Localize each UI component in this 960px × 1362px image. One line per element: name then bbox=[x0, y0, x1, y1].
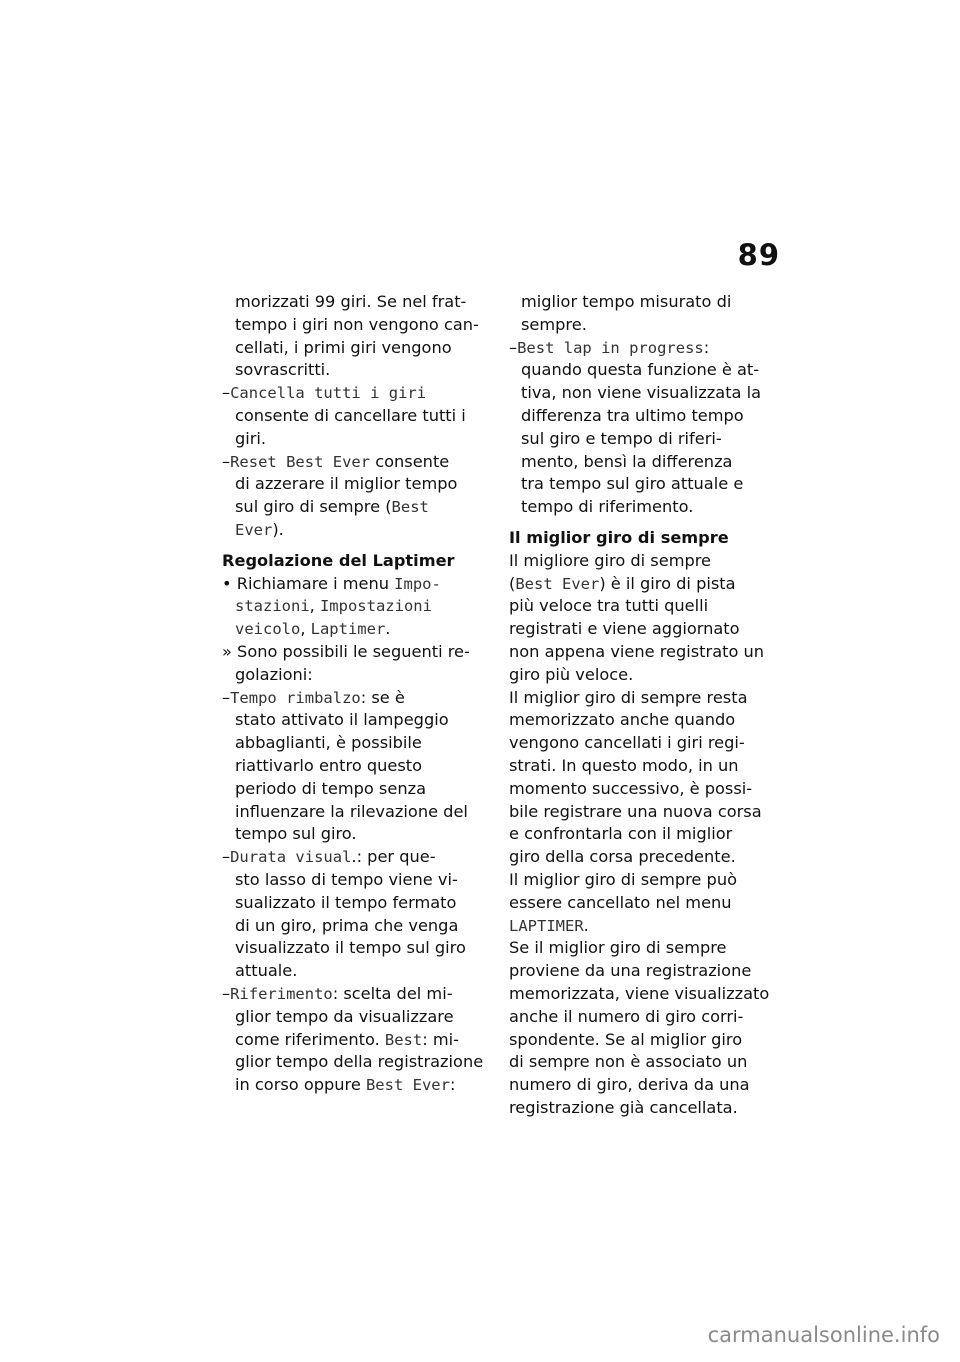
text-span: quando questa funzione è at- bbox=[521, 360, 760, 380]
text-span: mento, bensì la differenza bbox=[521, 451, 733, 471]
text-span: – bbox=[222, 383, 231, 403]
text-line bbox=[222, 869, 494, 892]
text-span: anche il numero di giro corri- bbox=[509, 1006, 744, 1026]
text-line bbox=[509, 915, 777, 938]
page-number: 89 bbox=[737, 238, 780, 272]
text-span: vengono cancellati i giri regi- bbox=[509, 733, 745, 753]
text-span: Regolazione del Laptimer bbox=[222, 550, 455, 570]
text-line bbox=[222, 983, 494, 1006]
text-line bbox=[222, 314, 494, 337]
text-span: cellati, i primi giri vengono bbox=[235, 337, 452, 357]
text-span: : mi- bbox=[422, 1029, 459, 1049]
text-span: spondente. Se al miglior giro bbox=[509, 1029, 743, 1049]
text-span: miglior tempo misurato di bbox=[521, 292, 732, 311]
text-span: abbaglianti, è possibile bbox=[235, 733, 422, 753]
text-span: di azzerare il miglior tempo bbox=[235, 474, 458, 494]
menu-term: LAPTIMER bbox=[509, 916, 584, 935]
text-span: registrazione già cancellata. bbox=[509, 1097, 738, 1117]
text-line bbox=[222, 473, 494, 496]
text-span: sempre. bbox=[521, 314, 587, 334]
menu-term: Impo- bbox=[394, 574, 441, 593]
text-line bbox=[509, 709, 777, 732]
menu-term: veicolo bbox=[235, 620, 301, 639]
text-line bbox=[222, 664, 494, 687]
text-span: influenzare la rilevazione del bbox=[235, 801, 468, 821]
text-span: – bbox=[222, 451, 231, 471]
text-line bbox=[222, 801, 494, 824]
text-span: memorizzato anche quando bbox=[509, 710, 736, 730]
text-span: memorizzata, viene visualizzato bbox=[509, 983, 770, 1003]
text-line bbox=[509, 801, 777, 824]
text-span: attuale. bbox=[235, 961, 298, 981]
text-span: Il miglior giro di sempre resta bbox=[509, 687, 748, 707]
menu-term: Durata visual bbox=[230, 848, 352, 867]
text-span: tiva, non viene visualizzata la bbox=[521, 383, 762, 403]
left-column bbox=[222, 291, 494, 1097]
text-span: consente di cancellare tutti i bbox=[235, 405, 466, 425]
text-span: riattivarlo entro questo bbox=[235, 755, 423, 775]
text-line bbox=[509, 618, 777, 641]
text-line bbox=[222, 1029, 494, 1052]
text-line bbox=[222, 641, 494, 664]
text-line bbox=[222, 823, 494, 846]
text-line bbox=[509, 314, 777, 337]
watermark-footer: carmanualsonline.info bbox=[707, 1323, 940, 1347]
text-line bbox=[509, 496, 777, 519]
text-line bbox=[222, 519, 494, 542]
text-span: Il migliore giro di sempre bbox=[509, 550, 711, 570]
text-line bbox=[509, 1051, 777, 1074]
text-span: numero di giro, deriva da una bbox=[509, 1075, 750, 1095]
text-line bbox=[222, 359, 494, 382]
text-span: tempo di riferimento. bbox=[521, 497, 694, 517]
menu-term: Cancella tutti i giri bbox=[230, 384, 427, 403]
text-span: ( bbox=[509, 573, 516, 593]
text-span: tempo i giri non vengono can- bbox=[235, 314, 479, 334]
text-line bbox=[509, 960, 777, 983]
text-line bbox=[222, 755, 494, 778]
text-line bbox=[222, 709, 494, 732]
text-span: golazioni: bbox=[235, 664, 313, 684]
text-line bbox=[222, 937, 494, 960]
text-line bbox=[509, 1074, 777, 1097]
text-line bbox=[509, 937, 777, 960]
text-line bbox=[509, 473, 777, 496]
text-span: in corso oppure bbox=[235, 1075, 366, 1095]
right-column bbox=[509, 291, 777, 1120]
menu-term: Impostazioni bbox=[319, 597, 432, 616]
text-span: momento successivo, è possi- bbox=[509, 778, 753, 798]
text-span: consente bbox=[370, 451, 450, 471]
text-line bbox=[509, 664, 777, 687]
menu-term: Best Ever bbox=[365, 1076, 450, 1095]
menu-term: Ever bbox=[235, 520, 273, 539]
text-span: non appena viene registrato un bbox=[509, 641, 765, 661]
text-span: proviene da una registrazione bbox=[509, 961, 752, 981]
text-span: tempo sul giro. bbox=[235, 824, 357, 844]
text-line bbox=[509, 732, 777, 755]
text-span: come riferimento. bbox=[235, 1029, 385, 1049]
text-span: sto lasso di tempo viene vi- bbox=[235, 869, 458, 889]
text-line bbox=[222, 915, 494, 938]
text-line bbox=[509, 573, 777, 596]
text-span: stato attivato il lampeggio bbox=[235, 710, 449, 730]
menu-term: Riferimento bbox=[230, 984, 333, 1003]
text-line bbox=[509, 595, 777, 618]
text-line bbox=[509, 451, 777, 474]
text-span: . bbox=[385, 619, 391, 639]
text-span: differenza tra ultimo tempo bbox=[521, 405, 744, 425]
text-line bbox=[222, 291, 494, 314]
text-span: sualizzato il tempo fermato bbox=[235, 892, 457, 912]
text-line bbox=[222, 451, 494, 474]
text-span: visualizzato il tempo sul giro bbox=[235, 938, 466, 958]
menu-term: Laptimer bbox=[310, 620, 386, 639]
text-span: : bbox=[449, 1075, 456, 1095]
text-line bbox=[222, 778, 494, 801]
text-line bbox=[509, 778, 777, 801]
text-span: sovrascritti. bbox=[235, 360, 331, 380]
menu-term: Reset Best Ever bbox=[230, 452, 371, 471]
text-span: registrati e viene aggiornato bbox=[509, 619, 740, 639]
text-span: essere cancellato nel menu bbox=[509, 892, 732, 912]
section-heading bbox=[222, 550, 494, 573]
text-line bbox=[222, 960, 494, 983]
text-span: Il miglior giro di sempre può bbox=[509, 869, 737, 889]
text-line bbox=[509, 892, 777, 915]
text-span: strati. In questo modo, in un bbox=[509, 755, 739, 775]
text-span: sul giro e tempo di riferi- bbox=[521, 428, 722, 448]
text-line bbox=[509, 428, 777, 451]
text-span: tra tempo sul giro attuale e bbox=[521, 474, 744, 494]
text-span: sul giro di sempre ( bbox=[235, 497, 392, 517]
text-span: – bbox=[222, 687, 231, 707]
text-span: Se il miglior giro di sempre bbox=[509, 938, 727, 958]
text-line bbox=[222, 892, 494, 915]
text-span: – bbox=[222, 847, 231, 867]
text-span: di un giro, prima che venga bbox=[235, 915, 459, 935]
text-span: bile registrare una nuova corsa bbox=[509, 801, 762, 821]
text-line bbox=[509, 1006, 777, 1029]
text-line bbox=[222, 496, 494, 519]
text-line bbox=[222, 1051, 494, 1074]
text-span: glior tempo da visualizzare bbox=[235, 1006, 454, 1026]
text-line bbox=[222, 595, 494, 618]
menu-term: stazioni bbox=[235, 597, 310, 616]
text-line bbox=[222, 1006, 494, 1029]
text-span: e confrontarla con il miglior bbox=[509, 824, 733, 844]
text-span: giro più veloce. bbox=[509, 664, 634, 684]
text-line bbox=[222, 337, 494, 360]
text-line bbox=[509, 641, 777, 664]
section-heading bbox=[509, 527, 777, 550]
text-line bbox=[509, 405, 777, 428]
text-span: : scelta del mi- bbox=[332, 983, 453, 1003]
text-span: di sempre non è associato un bbox=[509, 1052, 748, 1072]
text-line bbox=[222, 846, 494, 869]
text-line bbox=[222, 405, 494, 428]
text-span: » Sono possibili le seguenti re- bbox=[222, 641, 470, 661]
text-line bbox=[222, 687, 494, 710]
text-span: – bbox=[222, 983, 231, 1003]
text-span: giri. bbox=[235, 428, 267, 448]
text-span: glior tempo della registrazione bbox=[235, 1052, 484, 1072]
text-line bbox=[509, 382, 777, 405]
text-line bbox=[509, 687, 777, 710]
text-line bbox=[509, 1029, 777, 1052]
text-line bbox=[509, 291, 777, 314]
text-span: più veloce tra tutti quelli bbox=[509, 596, 709, 616]
text-line bbox=[509, 983, 777, 1006]
text-span: ) è il giro di pista bbox=[599, 573, 736, 593]
text-span: . bbox=[583, 915, 589, 935]
menu-term: Best lap in progress bbox=[517, 338, 704, 357]
text-span: , bbox=[300, 619, 311, 639]
menu-term: Best Ever bbox=[515, 574, 600, 593]
text-line bbox=[509, 359, 777, 382]
text-line bbox=[509, 550, 777, 573]
text-span: .: per que- bbox=[351, 847, 436, 867]
text-line bbox=[222, 1074, 494, 1097]
text-line bbox=[509, 869, 777, 892]
menu-term: Best bbox=[384, 1030, 423, 1049]
text-line bbox=[222, 382, 494, 405]
text-line bbox=[222, 618, 494, 641]
menu-term: Best bbox=[391, 498, 429, 517]
text-span: • Richiamare i menu bbox=[222, 573, 395, 593]
text-span: , bbox=[309, 596, 320, 616]
text-line bbox=[509, 755, 777, 778]
text-line bbox=[509, 1097, 777, 1120]
text-line bbox=[222, 732, 494, 755]
text-span: ). bbox=[272, 519, 284, 539]
menu-term: Tempo rimbalzo bbox=[230, 688, 361, 707]
text-span: Il miglior giro di sempre bbox=[509, 527, 729, 547]
text-span: giro della corsa precedente. bbox=[509, 847, 736, 867]
text-line bbox=[509, 846, 777, 869]
text-span: periodo di tempo senza bbox=[235, 778, 427, 798]
text-line bbox=[509, 337, 777, 360]
text-span: morizzati 99 giri. Se nel frat- bbox=[235, 292, 467, 311]
text-span: : se è bbox=[360, 687, 405, 707]
text-span: : bbox=[703, 337, 710, 357]
text-line bbox=[222, 428, 494, 451]
text-span: – bbox=[509, 337, 518, 357]
text-line bbox=[509, 823, 777, 846]
text-line bbox=[222, 573, 494, 596]
